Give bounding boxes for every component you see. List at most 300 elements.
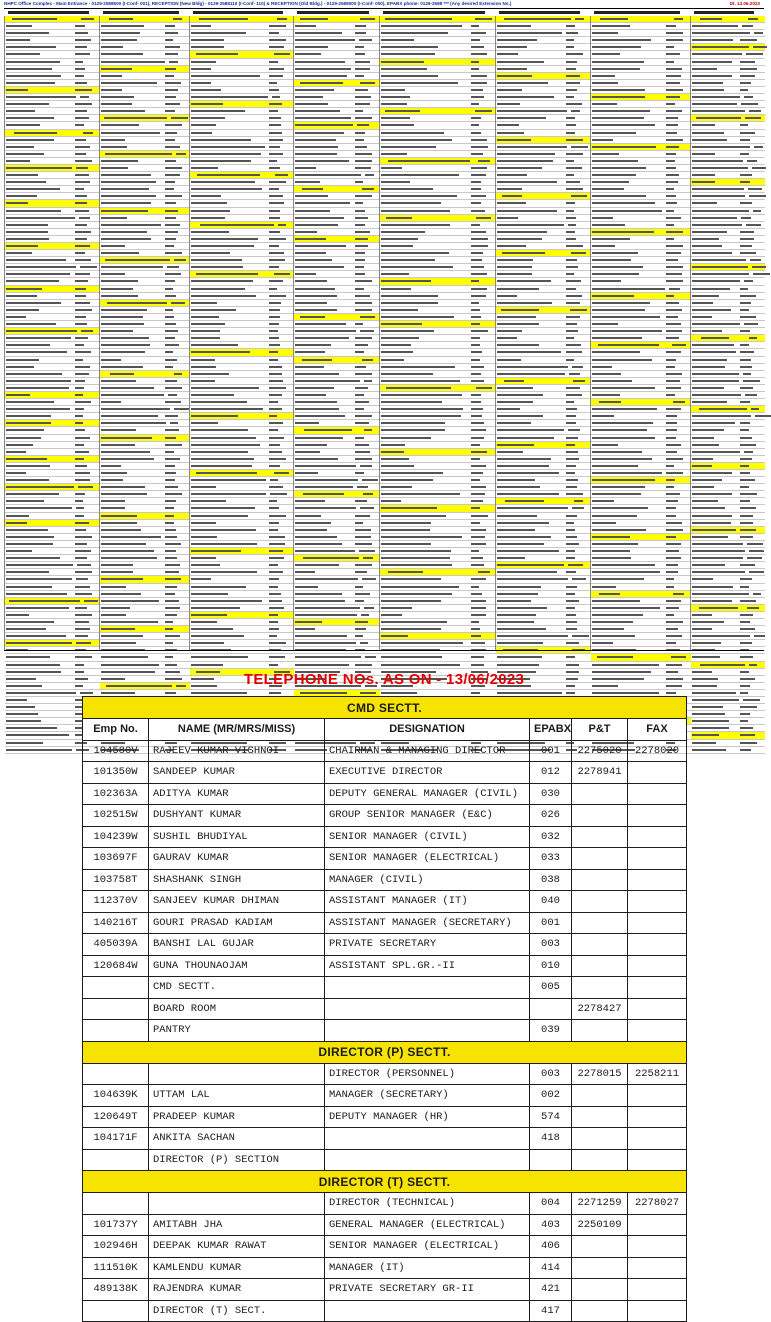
- number-smudge: [80, 266, 97, 268]
- number-smudge: [471, 153, 483, 155]
- number-smudge: [666, 380, 680, 382]
- directory-row: [691, 732, 765, 739]
- text-smudge: [692, 500, 718, 502]
- text-smudge: [497, 593, 538, 595]
- directory-row: [380, 435, 496, 442]
- number-smudge: [566, 444, 575, 446]
- directory-row: [100, 498, 190, 505]
- directory-row: [691, 392, 765, 399]
- cell-epabx: 003: [530, 934, 572, 956]
- directory-row: [691, 591, 765, 598]
- text-smudge: [497, 174, 527, 176]
- number-smudge: [740, 522, 753, 524]
- text-smudge: [497, 486, 540, 488]
- number-smudge: [566, 394, 582, 396]
- text-smudge: [592, 117, 644, 119]
- text-smudge: [191, 642, 224, 644]
- text-smudge: [600, 18, 628, 20]
- directory-row: [5, 328, 100, 335]
- text-smudge: [6, 458, 47, 460]
- directory-column: [189, 16, 294, 650]
- text-smudge: [191, 82, 211, 84]
- text-smudge: [592, 68, 640, 70]
- number-smudge: [75, 245, 90, 247]
- text-smudge: [692, 437, 714, 439]
- text-smudge: [381, 153, 407, 155]
- text-smudge: [699, 607, 738, 609]
- column-header: FAX: [628, 719, 687, 741]
- number-smudge: [269, 557, 284, 559]
- column-header-smudge: [499, 11, 580, 14]
- number-smudge: [75, 451, 89, 453]
- text-smudge: [191, 124, 216, 126]
- directory-row: [190, 605, 294, 612]
- number-smudge: [753, 273, 770, 275]
- directory-row: [691, 747, 765, 754]
- text-smudge: [6, 486, 74, 488]
- text-smudge: [6, 68, 52, 70]
- cell-fax: [628, 1128, 687, 1150]
- number-smudge: [165, 500, 176, 502]
- text-smudge: [101, 472, 127, 474]
- number-smudge: [165, 415, 178, 417]
- number-smudge: [75, 252, 85, 254]
- number-smudge: [740, 401, 750, 403]
- directory-row: [190, 236, 294, 243]
- number-smudge: [269, 344, 280, 346]
- text-smudge: [592, 515, 637, 517]
- number-smudge: [75, 571, 92, 573]
- number-smudge: [75, 543, 87, 545]
- text-smudge: [101, 68, 132, 70]
- directory-row: [190, 257, 294, 264]
- text-smudge: [497, 656, 542, 658]
- number-smudge: [740, 628, 755, 630]
- directory-row: [591, 548, 691, 555]
- directory-row: [190, 406, 294, 413]
- text-smudge: [592, 451, 642, 453]
- text-smudge: [592, 607, 660, 609]
- text-smudge: [101, 309, 147, 311]
- text-smudge: [381, 68, 427, 70]
- text-smudge: [381, 642, 463, 644]
- column-header-smudge: [694, 11, 754, 14]
- text-smudge: [501, 309, 539, 311]
- directory-row: [591, 172, 691, 179]
- number-smudge: [269, 160, 277, 162]
- directory-row: [5, 179, 100, 186]
- text-smudge: [191, 593, 228, 595]
- text-smudge: [692, 600, 732, 602]
- text-smudge: [295, 132, 344, 134]
- directory-row: [591, 137, 691, 144]
- cell-fax: [628, 848, 687, 870]
- text-smudge: [381, 507, 437, 509]
- number-smudge: [269, 139, 283, 141]
- number-smudge: [363, 557, 373, 559]
- text-smudge: [692, 635, 750, 637]
- directory-row: [294, 229, 380, 236]
- directory-row: [691, 30, 765, 37]
- directory-row: [496, 151, 591, 158]
- directory-row: [691, 144, 765, 151]
- directory-row: [294, 378, 380, 385]
- directory-row: [496, 300, 591, 307]
- text-smudge: [381, 295, 438, 297]
- text-smudge: [101, 210, 148, 212]
- directory-row: [380, 200, 496, 207]
- number-smudge: [471, 500, 483, 502]
- number-smudge: [476, 217, 491, 219]
- directory-row: [190, 477, 294, 484]
- directory-row: [5, 406, 100, 413]
- number-smudge: [269, 429, 278, 431]
- number-smudge: [269, 593, 281, 595]
- directory-row: [691, 293, 765, 300]
- number-smudge: [355, 46, 364, 48]
- cell-name: DUSHYANT KUMAR: [149, 805, 325, 827]
- directory-row: [691, 357, 765, 364]
- text-smudge: [381, 132, 444, 134]
- number-smudge: [165, 593, 175, 595]
- number-smudge: [740, 89, 748, 91]
- directory-row: [100, 158, 190, 165]
- text-smudge: [381, 472, 443, 474]
- text-smudge: [300, 82, 343, 84]
- number-smudge: [749, 195, 766, 197]
- text-smudge: [497, 493, 559, 495]
- directory-row: [190, 73, 294, 80]
- directory-row: [496, 37, 591, 44]
- text-smudge: [295, 380, 360, 382]
- directory-row: [380, 115, 496, 122]
- text-smudge: [6, 89, 28, 91]
- text-smudge: [191, 614, 227, 616]
- directory-row: [190, 576, 294, 583]
- number-smudge: [75, 139, 86, 141]
- text-smudge: [592, 174, 636, 176]
- text-smudge: [497, 564, 564, 566]
- cell-fax: [628, 783, 687, 805]
- number-smudge: [740, 444, 756, 446]
- text-smudge: [381, 522, 431, 524]
- number-smudge: [566, 642, 579, 644]
- text-smudge: [692, 749, 726, 751]
- number-smudge: [740, 493, 757, 495]
- directory-row: [5, 520, 100, 527]
- number-smudge: [666, 458, 683, 460]
- directory-row: [100, 80, 190, 87]
- directory-row: [496, 392, 591, 399]
- number-smudge: [165, 465, 175, 467]
- directory-row: [591, 193, 691, 200]
- directory-row: [190, 633, 294, 640]
- text-smudge: [497, 578, 568, 580]
- text-smudge: [692, 586, 733, 588]
- directory-row: [190, 30, 294, 37]
- number-smudge: [269, 181, 286, 183]
- directory-row: [100, 562, 190, 569]
- number-smudge: [740, 472, 750, 474]
- text-smudge: [692, 160, 743, 162]
- number-smudge: [748, 188, 762, 190]
- directory-row: [591, 80, 691, 87]
- number-smudge: [165, 571, 179, 573]
- number-smudge: [269, 515, 286, 517]
- cell-desig: ASSISTANT MANAGER (IT): [325, 891, 530, 913]
- directory-row: [294, 236, 380, 243]
- number-smudge: [566, 451, 578, 453]
- directory-row: [294, 470, 380, 477]
- directory-row: [190, 208, 294, 215]
- number-smudge: [357, 486, 368, 488]
- table-row: [83, 1106, 687, 1128]
- telephone-table: [82, 696, 687, 1322]
- cell-name: [149, 1063, 325, 1085]
- text-smudge: [381, 444, 405, 446]
- directory-row: [5, 278, 100, 285]
- directory-row: [294, 250, 380, 257]
- number-smudge: [75, 373, 89, 375]
- text-smudge: [502, 195, 522, 197]
- directory-row: [100, 222, 190, 229]
- number-smudge: [571, 110, 580, 112]
- section-header-row: [83, 697, 687, 719]
- directory-row: [5, 584, 100, 591]
- number-smudge: [566, 323, 577, 325]
- directory-row: [496, 186, 591, 193]
- number-smudge: [269, 46, 284, 48]
- number-smudge: [471, 39, 480, 41]
- number-smudge: [165, 628, 173, 630]
- text-smudge: [592, 124, 655, 126]
- text-smudge: [497, 146, 567, 148]
- number-smudge: [269, 550, 283, 552]
- text-smudge: [105, 153, 172, 155]
- number-smudge: [566, 571, 576, 573]
- number-smudge: [165, 479, 175, 481]
- number-smudge: [471, 245, 488, 247]
- directory-row: [5, 59, 100, 66]
- directory-row: [294, 633, 380, 640]
- text-smudge: [692, 103, 737, 105]
- text-smudge: [692, 713, 725, 715]
- number-smudge: [355, 259, 365, 261]
- directory-row: [691, 598, 765, 605]
- directory-row: [496, 349, 591, 356]
- directory-row: [691, 200, 765, 207]
- number-smudge: [362, 359, 373, 361]
- number-smudge: [471, 621, 479, 623]
- text-smudge: [6, 578, 72, 580]
- directory-row: [496, 427, 591, 434]
- number-smudge: [355, 61, 370, 63]
- number-smudge: [566, 522, 574, 524]
- number-smudge: [666, 103, 675, 105]
- number-smudge: [365, 656, 376, 658]
- text-smudge: [191, 394, 234, 396]
- number-smudge: [571, 252, 586, 254]
- text-smudge: [592, 252, 638, 254]
- number-smudge: [363, 493, 373, 495]
- cell-epabx: 403: [530, 1214, 572, 1236]
- number-smudge: [174, 408, 190, 410]
- number-smudge: [75, 344, 84, 346]
- directory-row: [100, 108, 190, 115]
- directory-row: [100, 208, 190, 215]
- cell-fax: [628, 977, 687, 999]
- text-smudge: [381, 46, 438, 48]
- text-smudge: [101, 656, 148, 658]
- directory-row: [5, 505, 100, 512]
- number-smudge: [165, 692, 176, 694]
- directory-row: [190, 108, 294, 115]
- directory-row: [380, 300, 496, 307]
- cell-name: DIRECTOR (T) SECT.: [149, 1300, 325, 1322]
- directory-row: [380, 591, 496, 598]
- table-row: [83, 1020, 687, 1042]
- text-smudge: [191, 96, 268, 98]
- number-smudge: [666, 167, 676, 169]
- text-smudge: [592, 238, 630, 240]
- directory-row: [294, 371, 380, 378]
- text-smudge: [592, 486, 645, 488]
- number-smudge: [666, 564, 678, 566]
- text-smudge: [497, 387, 533, 389]
- cell-pt: [572, 1236, 628, 1258]
- text-smudge: [381, 139, 452, 141]
- cell-pt: [572, 891, 628, 913]
- directory-row: [591, 534, 691, 541]
- text-smudge: [692, 422, 735, 424]
- text-smudge: [381, 210, 450, 212]
- directory-row: [691, 172, 765, 179]
- text-smudge: [101, 564, 133, 566]
- directory-row: [380, 73, 496, 80]
- directory-row: [100, 349, 190, 356]
- directory-row: [691, 484, 765, 491]
- number-smudge: [75, 238, 87, 240]
- number-smudge: [740, 706, 757, 708]
- text-smudge: [381, 266, 453, 268]
- text-smudge: [191, 146, 265, 148]
- text-smudge: [592, 472, 662, 474]
- directory-row: [190, 371, 294, 378]
- text-smudge: [191, 429, 248, 431]
- number-smudge: [269, 217, 280, 219]
- text-smudge: [592, 458, 652, 460]
- text-smudge: [6, 25, 32, 27]
- number-smudge: [165, 557, 177, 559]
- number-smudge: [666, 607, 679, 609]
- directory-row: [691, 193, 765, 200]
- text-smudge: [101, 614, 126, 616]
- directory-row: [380, 569, 496, 576]
- directory-row: [691, 505, 765, 512]
- number-smudge: [471, 195, 486, 197]
- text-smudge: [381, 408, 463, 410]
- number-smudge: [666, 323, 681, 325]
- number-smudge: [75, 628, 90, 630]
- directory-row: [294, 179, 380, 186]
- directory-row: [5, 122, 100, 129]
- number-smudge: [165, 656, 173, 658]
- number-smudge: [355, 344, 368, 346]
- number-smudge: [740, 429, 749, 431]
- text-smudge: [497, 295, 517, 297]
- text-smudge: [295, 266, 344, 268]
- text-smudge: [196, 53, 238, 55]
- directory-row: [691, 250, 765, 257]
- number-smudge: [740, 720, 748, 722]
- cell-pt: [572, 1085, 628, 1107]
- number-smudge: [75, 444, 84, 446]
- number-smudge: [355, 586, 363, 588]
- text-smudge: [101, 75, 122, 77]
- text-smudge: [191, 557, 216, 559]
- number-smudge: [566, 46, 574, 48]
- text-smudge: [497, 366, 568, 368]
- text-smudge: [295, 124, 353, 126]
- directory-row: [591, 598, 691, 605]
- text-smudge: [107, 302, 167, 304]
- directory-row: [5, 378, 100, 385]
- number-smudge: [355, 408, 364, 410]
- directory-row: [100, 357, 190, 364]
- number-smudge: [568, 224, 576, 226]
- number-smudge: [740, 515, 753, 517]
- number-smudge: [566, 351, 582, 353]
- directory-row: [100, 23, 190, 30]
- number-smudge: [165, 110, 175, 112]
- directory-row: [496, 59, 591, 66]
- directory-row: [496, 257, 591, 264]
- text-smudge: [295, 465, 356, 467]
- cell-desig: GENERAL MANAGER (ELECTRICAL): [325, 1214, 530, 1236]
- directory-row: [691, 548, 765, 555]
- text-smudge: [110, 373, 134, 375]
- column-header-smudge: [193, 11, 283, 14]
- text-smudge: [692, 266, 748, 268]
- text-smudge: [592, 61, 644, 63]
- number-smudge: [75, 117, 89, 119]
- directory-row: [100, 534, 190, 541]
- text-smudge: [381, 344, 411, 346]
- text-smudge: [692, 181, 715, 183]
- number-smudge: [364, 380, 372, 382]
- number-smudge: [566, 217, 576, 219]
- number-smudge: [355, 337, 372, 339]
- directory-row: [100, 286, 190, 293]
- number-smudge: [471, 444, 480, 446]
- number-smudge: [566, 621, 577, 623]
- text-smudge: [295, 273, 316, 275]
- text-smudge: [101, 437, 152, 439]
- directory-row: [294, 399, 380, 406]
- directory-row: [591, 654, 691, 661]
- text-smudge: [497, 25, 531, 27]
- directory-row: [294, 151, 380, 158]
- directory-row: [591, 385, 691, 392]
- directory-row: [5, 271, 100, 278]
- directory-row: [294, 527, 380, 534]
- cell-epabx: 012: [530, 762, 572, 784]
- directory-row: [496, 278, 591, 285]
- directory-row: [380, 30, 496, 37]
- text-smudge: [6, 124, 40, 126]
- text-smudge: [592, 543, 638, 545]
- directory-row: [294, 80, 380, 87]
